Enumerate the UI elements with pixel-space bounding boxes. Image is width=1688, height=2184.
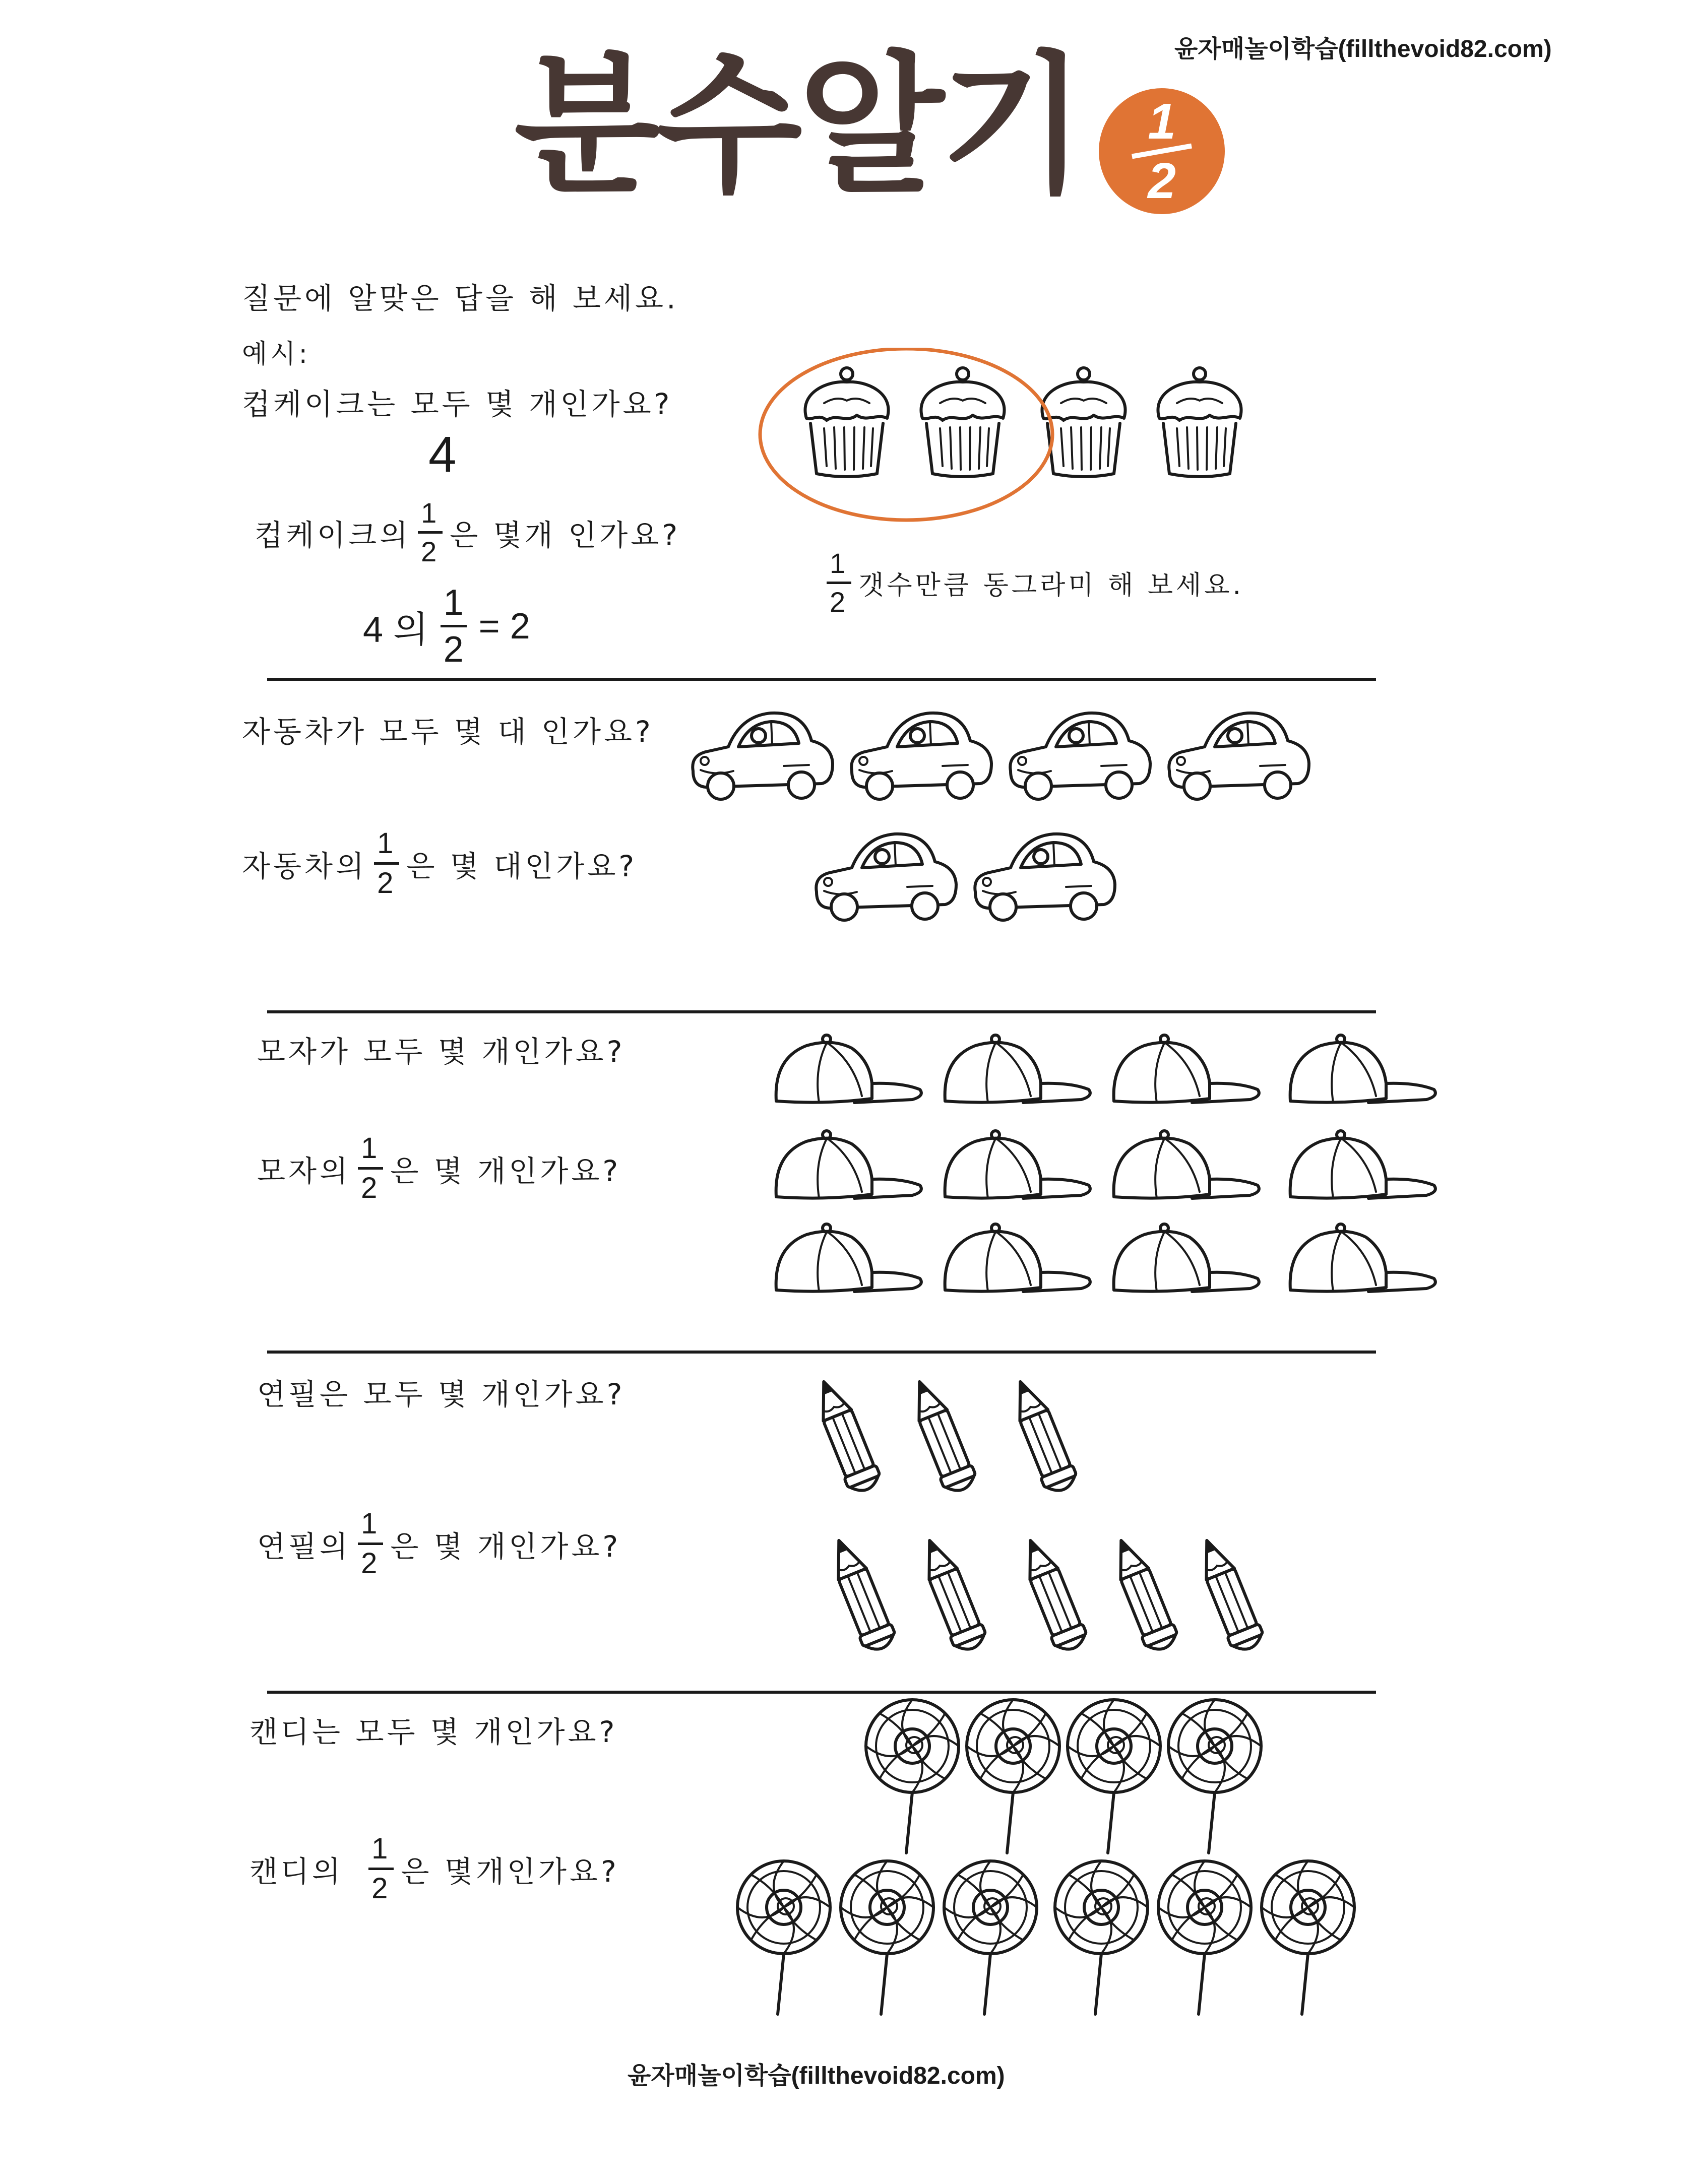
candy-question-half (249, 1834, 619, 1903)
candy-pictures (726, 1693, 1371, 2021)
candy-fraction (368, 1834, 394, 1903)
example-question-half-suffix: 은 몇개 인가요? (450, 518, 681, 552)
car-icon (851, 713, 991, 799)
example-answer-total: 4 (428, 426, 457, 483)
section-divider (267, 1351, 1376, 1354)
car-fraction (374, 829, 399, 898)
instruction-main: 질문에 알맞은 답을 해 보세요. (242, 281, 679, 315)
cap-icon (945, 1224, 1090, 1292)
hat-pictures (761, 1028, 1452, 1300)
fraction-numerator: 1 (830, 547, 849, 579)
car-question-total: 자동차가 모두 몇 대 인가요? (242, 715, 654, 749)
car-pictures (680, 695, 1336, 937)
pencil-icon (1105, 1534, 1180, 1654)
cap-icon (945, 1035, 1090, 1103)
badge-numerator: 1 (1148, 93, 1176, 150)
cap-icon (1114, 1131, 1259, 1198)
pencil-icon (1015, 1534, 1090, 1654)
site-credit-footer[interactable]: 윤자매놀이학습(fillthevoid82.com) (628, 2063, 1005, 2089)
hint-text: 갯수만큼 동그라미 해 보세요. (858, 570, 1244, 601)
pencil-fraction (358, 1509, 383, 1578)
lollipop-icon (1055, 1861, 1148, 2014)
pencil-question-half-prefix: 연필의 (257, 1529, 351, 1564)
fraction-numerator: 1 (443, 583, 464, 623)
section-divider (267, 1010, 1376, 1013)
pencil-question-half-suffix: 은 몇 개인가요? (390, 1529, 621, 1564)
half-badge-icon (1099, 88, 1225, 214)
pencil-question-half (257, 1509, 621, 1578)
fraction-denominator: 2 (361, 1172, 381, 1204)
lollipop-icon (1158, 1861, 1251, 2014)
pencil-icon (1191, 1534, 1266, 1654)
cap-icon (1114, 1224, 1259, 1292)
cap-icon (1290, 1224, 1435, 1292)
example-answer-fraction (441, 585, 467, 668)
car-question-half-prefix: 자동차의 (242, 849, 367, 883)
car-question-half-suffix: 은 몇 대인가요? (406, 849, 638, 883)
fraction-numerator: 1 (361, 1507, 381, 1540)
cupcake-icon (921, 368, 1004, 477)
fraction-bar (358, 1167, 383, 1170)
hat-question-half-suffix: 은 몇 개인가요? (390, 1153, 621, 1188)
pencil-icon (1005, 1375, 1080, 1496)
example-question-half-prefix: 컵케이크의 (255, 518, 411, 552)
fraction-numerator: 1 (421, 497, 440, 529)
fraction-bar (441, 625, 467, 627)
fraction-bar (358, 1543, 383, 1545)
half-selection-circle (760, 349, 1052, 520)
fraction-bar (368, 1868, 394, 1870)
car-icon (1010, 713, 1150, 799)
cupcake-icon (805, 368, 888, 477)
hat-question-total: 모자가 모두 몇 개인가요? (257, 1035, 626, 1069)
cap-icon (1290, 1131, 1435, 1198)
cupcake-icon (1042, 368, 1125, 477)
pencil-icon (808, 1375, 883, 1496)
example-label: 예시: (242, 339, 310, 369)
example-question-half (255, 499, 680, 566)
lollipop-icon (737, 1861, 830, 2014)
pencil-pictures (801, 1371, 1305, 1673)
car-icon (975, 834, 1115, 920)
fraction-numerator: 1 (377, 827, 397, 860)
cap-icon (945, 1131, 1090, 1198)
example-answer-half (363, 585, 530, 668)
fraction-numerator: 1 (371, 1832, 391, 1865)
pencil-icon (914, 1534, 989, 1654)
fraction-bar (827, 582, 851, 584)
section-divider (267, 678, 1376, 681)
cupcake-icon (1158, 368, 1241, 477)
hat-fraction (358, 1134, 383, 1203)
car-icon (693, 713, 833, 799)
pencil-icon (823, 1534, 898, 1654)
fraction-numerator: 1 (361, 1132, 381, 1165)
cap-icon (1290, 1035, 1435, 1103)
fraction-denominator: 2 (830, 586, 849, 618)
lollipop-icon (1262, 1861, 1354, 2014)
lollipop-icon (1068, 1700, 1160, 1853)
car-icon (1169, 713, 1309, 799)
car-question-half (242, 829, 637, 898)
fraction-denominator: 2 (421, 536, 440, 567)
lollipop-icon (866, 1700, 959, 1853)
lollipop-icon (944, 1861, 1037, 2014)
cap-icon (1114, 1035, 1259, 1103)
badge-denominator: 2 (1148, 153, 1176, 209)
fraction-denominator: 2 (361, 1547, 381, 1580)
hat-question-half-prefix: 모자의 (257, 1153, 351, 1188)
page-title: 분수알기 (514, 38, 1083, 214)
example-answer-prefix: 4 의 (363, 609, 428, 650)
cap-icon (776, 1224, 921, 1292)
pencil-question-total: 연필은 모두 몇 개인가요? (257, 1377, 626, 1411)
fraction-bar (418, 531, 443, 534)
fraction-denominator: 2 (371, 1872, 391, 1905)
cap-icon (776, 1131, 921, 1198)
example-answer-suffix: = 2 (478, 606, 530, 647)
example-cupcakes (746, 348, 1300, 539)
lollipop-icon (967, 1700, 1059, 1853)
fraction-bar (374, 862, 399, 865)
site-credit-top[interactable]: 윤자매놀이학습(fillthevoid82.com) (1174, 36, 1552, 62)
candy-question-half-suffix: 은 몇개인가요? (401, 1854, 619, 1889)
pencil-icon (904, 1375, 979, 1496)
fraction-denominator: 2 (443, 629, 464, 670)
hat-question-half (257, 1134, 621, 1203)
candy-question-half-prefix: 캔디의 (249, 1854, 344, 1889)
lollipop-icon (841, 1861, 933, 2014)
cap-icon (776, 1035, 921, 1103)
hint-fraction (827, 549, 851, 616)
example-fraction (418, 499, 443, 566)
example-hint (827, 549, 1244, 616)
candy-question-total: 캔디는 모두 몇 개인가요? (249, 1715, 618, 1749)
car-icon (816, 834, 956, 920)
example-question-total: 컵케이크는 모두 몇 개인가요? (242, 387, 673, 421)
fraction-denominator: 2 (377, 867, 397, 900)
lollipop-icon (1168, 1700, 1261, 1853)
